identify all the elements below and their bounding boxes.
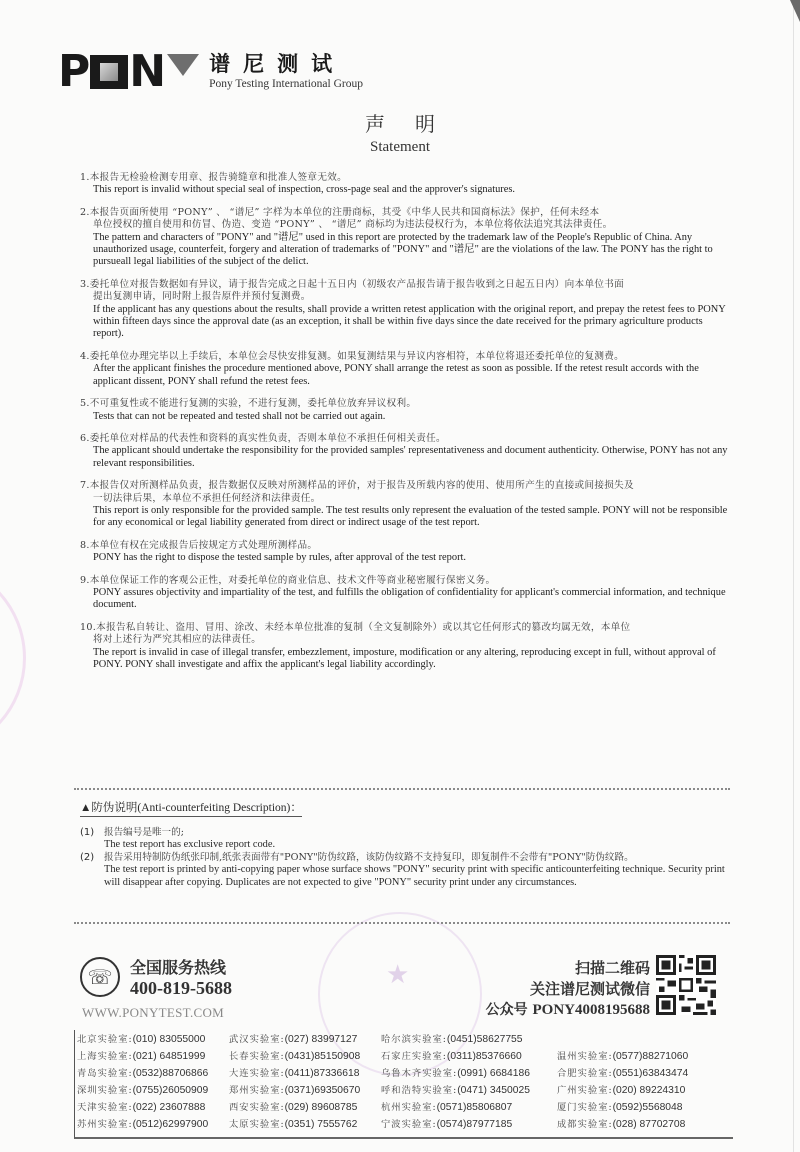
website-link[interactable]: WWW.PONYTEST.COM — [82, 1005, 225, 1020]
statement-list — [80, 172, 730, 681]
statement-item — [80, 540, 730, 565]
title-en: Statement — [370, 139, 430, 155]
anti-counterfeit-title: ▲防伪说明(Anti-counterfeiting Description)： — [80, 799, 302, 817]
lab-entry: 苏州实验室:(0512)62997900 — [77, 1119, 209, 1130]
logo-letter-p: P — [58, 46, 90, 97]
wechat-line-2: 关注谱尼测试微信 — [529, 980, 650, 998]
item-text-cn: 报告编号是唯一的; — [104, 827, 184, 838]
statement-item — [80, 279, 730, 341]
statement-item — [80, 480, 730, 530]
lab-entry: 广州实验室:(020) 89224310 — [557, 1085, 686, 1096]
item-text-cn: 本单位有权在完成报告后按规定方式处理所测样品。 — [89, 539, 318, 551]
statement-item — [80, 622, 730, 672]
hotline-label: 全国服务热线 — [130, 958, 227, 977]
item-text-cn: 本报告无检验检测专用章、报告骑缝章和批准人签章无效。 — [89, 172, 348, 183]
wechat-line-1: 扫描二维码 — [574, 959, 650, 977]
item-number: 4. — [80, 350, 90, 362]
item-text-en: After the applicant finishes the procedure mentioned above, PONY shall arrange the retest as soon as possible. If the retest result accords with the applicant dissent, PONY shall refund the retest fees. — [93, 363, 699, 387]
lab-entry: 上海实验室:(021) 64851999 — [77, 1051, 206, 1062]
anti-counterfeit-item — [80, 827, 730, 852]
item-number: 3. — [80, 278, 90, 290]
service-hotline — [80, 955, 232, 999]
hotline-number: 400-819-5688 — [130, 978, 232, 998]
statement-item — [80, 351, 730, 388]
item-text-cn-cont: 提出复测申请，同时附上报告原件并预付复测费。 — [93, 291, 311, 303]
dotted-divider-bottom — [74, 922, 730, 924]
dotted-divider-top — [74, 788, 730, 790]
brand-name-cn: 谱尼测试 — [209, 52, 346, 76]
statement-item — [80, 207, 730, 269]
pony-logo-mark — [58, 46, 199, 97]
item-text-cn: 本单位保证工作的客观公正性，对委托单位的商业信息、技术文件等商业秘密履行保密义务。 — [89, 574, 496, 586]
lab-entry: 郑州实验室:(0371)69350670 — [229, 1085, 361, 1096]
item-text-cn: 委托单位对报告数据如有异议，请于报告完成之日起十五日内（初级农产品报告请于报告收到之日起五日内）向本单位书面 — [89, 278, 625, 290]
page-title — [0, 108, 800, 156]
faint-seal-left — [0, 560, 26, 756]
item-index: (2) — [80, 851, 95, 863]
item-index: (1) — [80, 827, 95, 838]
item-number: 10. — [80, 621, 97, 633]
item-text-cn: 委托单位对样品的代表性和资料的真实性负责，否则本单位不承担任何相关责任。 — [89, 432, 446, 444]
item-text-cn-cont: 一切法律后果，本单位不承担任何经济和法律责任。 — [93, 492, 321, 504]
item-text-cn: 报告采用特制防伪纸张印制,纸张表面带有"PONY"防伪纹路，该防伪纹路不支持复印，即复制件不会带有"PONY"防伪纹路。 — [104, 851, 634, 863]
logo-square-icon — [90, 55, 128, 89]
lab-entry: 温州实验室:(0577)88271060 — [557, 1051, 689, 1062]
wechat-line-3 — [486, 1000, 650, 1020]
item-text-en: The pattern and characters of "PONY" and "谱尼" used in this report are protected by the trademark law of the People's Republic of China. Any unauthorized usage, counterfeit, forgery and alteration of trademarks of "PONY" and "谱尼" are the violations of the law. The PONY has the right to pursueall legal liabilities of the subject of the delict. — [93, 231, 713, 268]
logo-triangle-icon — [167, 54, 199, 76]
item-text-cn: 不可重复性或不能进行复测的实验，不进行复测，委托单位放弃异议权利。 — [89, 398, 417, 410]
item-number: 1. — [80, 172, 90, 183]
item-number: 7. — [80, 480, 90, 492]
phone-icon: ☏ — [80, 957, 120, 997]
item-text-en: The report is invalid in case of illegal transfer, embezzlement, imposture, modification or any altering, reproducing except in full, without approval of PONY. PONY shall investigate and affix the applicant's legal liability accordingly. — [93, 646, 716, 670]
lab-entry: 厦门实验室:(0592)5568048 — [557, 1102, 683, 1113]
title-cn: 声明 — [365, 114, 465, 136]
logo-letter-n: N — [129, 46, 166, 97]
anti-counterfeit-section — [80, 798, 730, 889]
item-text-en: If the applicant has any questions about the results, shall provide a written retest application with the original report, and prepay the retest fees to PONY within fifteen days since the approval date (as an exception, it shall be within five days since the date received for the primary agriculture products report). — [93, 303, 726, 340]
item-text-en: PONY has the right to dispose the tested sample by rules, after approval of the test report. — [93, 552, 467, 564]
item-text-cn-cont: 将对上述行为严究其相应的法律责任。 — [93, 634, 262, 646]
item-number: 8. — [80, 539, 90, 551]
lab-entry — [557, 1032, 727, 1048]
company-logo — [58, 46, 363, 97]
lab-entry: 天津实验室:(022) 23607888 — [77, 1102, 206, 1113]
statement-item — [80, 398, 730, 423]
item-text-en: This report is invalid without special seal of inspection, cross-page seal and the approver's signatures. — [93, 184, 516, 196]
item-number: 9. — [80, 574, 90, 586]
seal-star-icon: ★ — [386, 960, 410, 989]
lab-entry: 杭州实验室:(0571)85806807 — [381, 1102, 513, 1113]
lab-entry: 长春实验室:(0431)85150908 — [229, 1051, 361, 1062]
item-number: 5. — [80, 398, 90, 410]
lab-entry: 武汉实验室:(027) 83997127 — [229, 1034, 358, 1045]
lab-entry: 宁波实验室:(0574)87977185 — [381, 1119, 513, 1130]
page-corner-mark — [790, 0, 800, 22]
lab-entry: 合肥实验室:(0551)63843474 — [557, 1068, 689, 1079]
item-number: 6. — [80, 432, 90, 444]
item-text-en: PONY assures objectivity and impartiality of the test, and fulfills the obligation of confidentiality for applicant's commercial information, and technique document. — [93, 586, 726, 611]
item-text-en: The applicant should undertake the responsibility for the provided samples' representativeness and document authenticity. Otherwise, PONY has not any relevant responsibilities. — [93, 445, 728, 469]
anti-counterfeit-item — [80, 852, 730, 889]
lab-entry: 呼和浩特实验室:(0471) 3450025 — [381, 1085, 530, 1096]
item-text-en: The test report is printed by anti-copying paper whose surface shows "PONY" security print with specific anticounterfeiting technique. Security print will disappear after copying. Duplicates are not expected to give "PONY" security print under any circumstances. — [104, 864, 725, 888]
item-text-cn-cont: 单位授权的擅自使用和仿冒、伪造、变造 “PONY” 、 “谱尼” 商标均为违法侵权行为，本单位将依法追究其法律责任。 — [93, 219, 613, 231]
lab-entry: 哈尔滨实验室:(0451)58627755 — [381, 1034, 523, 1045]
item-text-en: Tests that can not be repeated and tested shall not be carried out again. — [93, 410, 386, 422]
wechat-account-prefix: 公众号 — [485, 1002, 528, 1018]
lab-entry: 成都实验室:(028) 87702708 — [557, 1119, 686, 1130]
lab-entry: 太原实验室:(0351) 7555762 — [229, 1119, 358, 1130]
lab-entry: 大连实验室:(0411)87336618 — [229, 1068, 360, 1079]
statement-item — [80, 172, 730, 197]
wechat-promo — [486, 958, 650, 1020]
item-text-en: This report is only responsible for the provided sample. The test results only represent the evaluation of the tested sample. PONY will not be responsible for any economical or legal liability generated from direct or indirect usage of the test report. — [93, 504, 728, 529]
item-text-cn: 本报告页面所使用 “PONY” 、 “谱尼” 字样为本单位的注册商标，其受《中华人民共和国商标法》保护，任何未经本 — [89, 206, 600, 218]
lab-entry: 石家庄实验室:(0311)85376660 — [381, 1051, 522, 1062]
wechat-account-id: PONY4008195688 — [532, 1002, 650, 1018]
statement-item — [80, 575, 730, 612]
lab-directory — [74, 1030, 733, 1139]
page-edge — [793, 0, 794, 1152]
qr-code-icon — [656, 955, 716, 1015]
item-text-cn: 本报告仅对所测样品负责，报告数据仅反映对所测样品的评价，对于报告及所载内容的使用、使用所产生的直接或间接损失及 — [89, 480, 634, 492]
item-text-en: The test report has exclusive report code. — [104, 839, 276, 851]
lab-entry: 西安实验室:(029) 89608785 — [229, 1102, 358, 1113]
statement-item — [80, 433, 730, 470]
lab-entry: 乌鲁木齐实验室:(0991) 6684186 — [381, 1068, 530, 1079]
lab-entry: 青岛实验室:(0532)88706866 — [77, 1068, 209, 1079]
lab-entry: 深圳实验室:(0755)26050909 — [77, 1085, 209, 1096]
item-text-cn: 委托单位办理完毕以上手续后，本单位会尽快安排复测。如果复测结果与异议内容相符，本单位将退还委托单位的复测费。 — [89, 350, 625, 362]
brand-name-en: Pony Testing International Group — [209, 78, 363, 90]
lab-entry: 北京实验室:(010) 83055000 — [77, 1034, 206, 1045]
item-text-cn: 本报告私自转让、盗用、冒用、涂改、未经本单位批准的复制（全文复制除外）或以其它任何形式的篡改均属无效，本单位 — [96, 621, 631, 633]
item-number: 2. — [80, 206, 90, 218]
